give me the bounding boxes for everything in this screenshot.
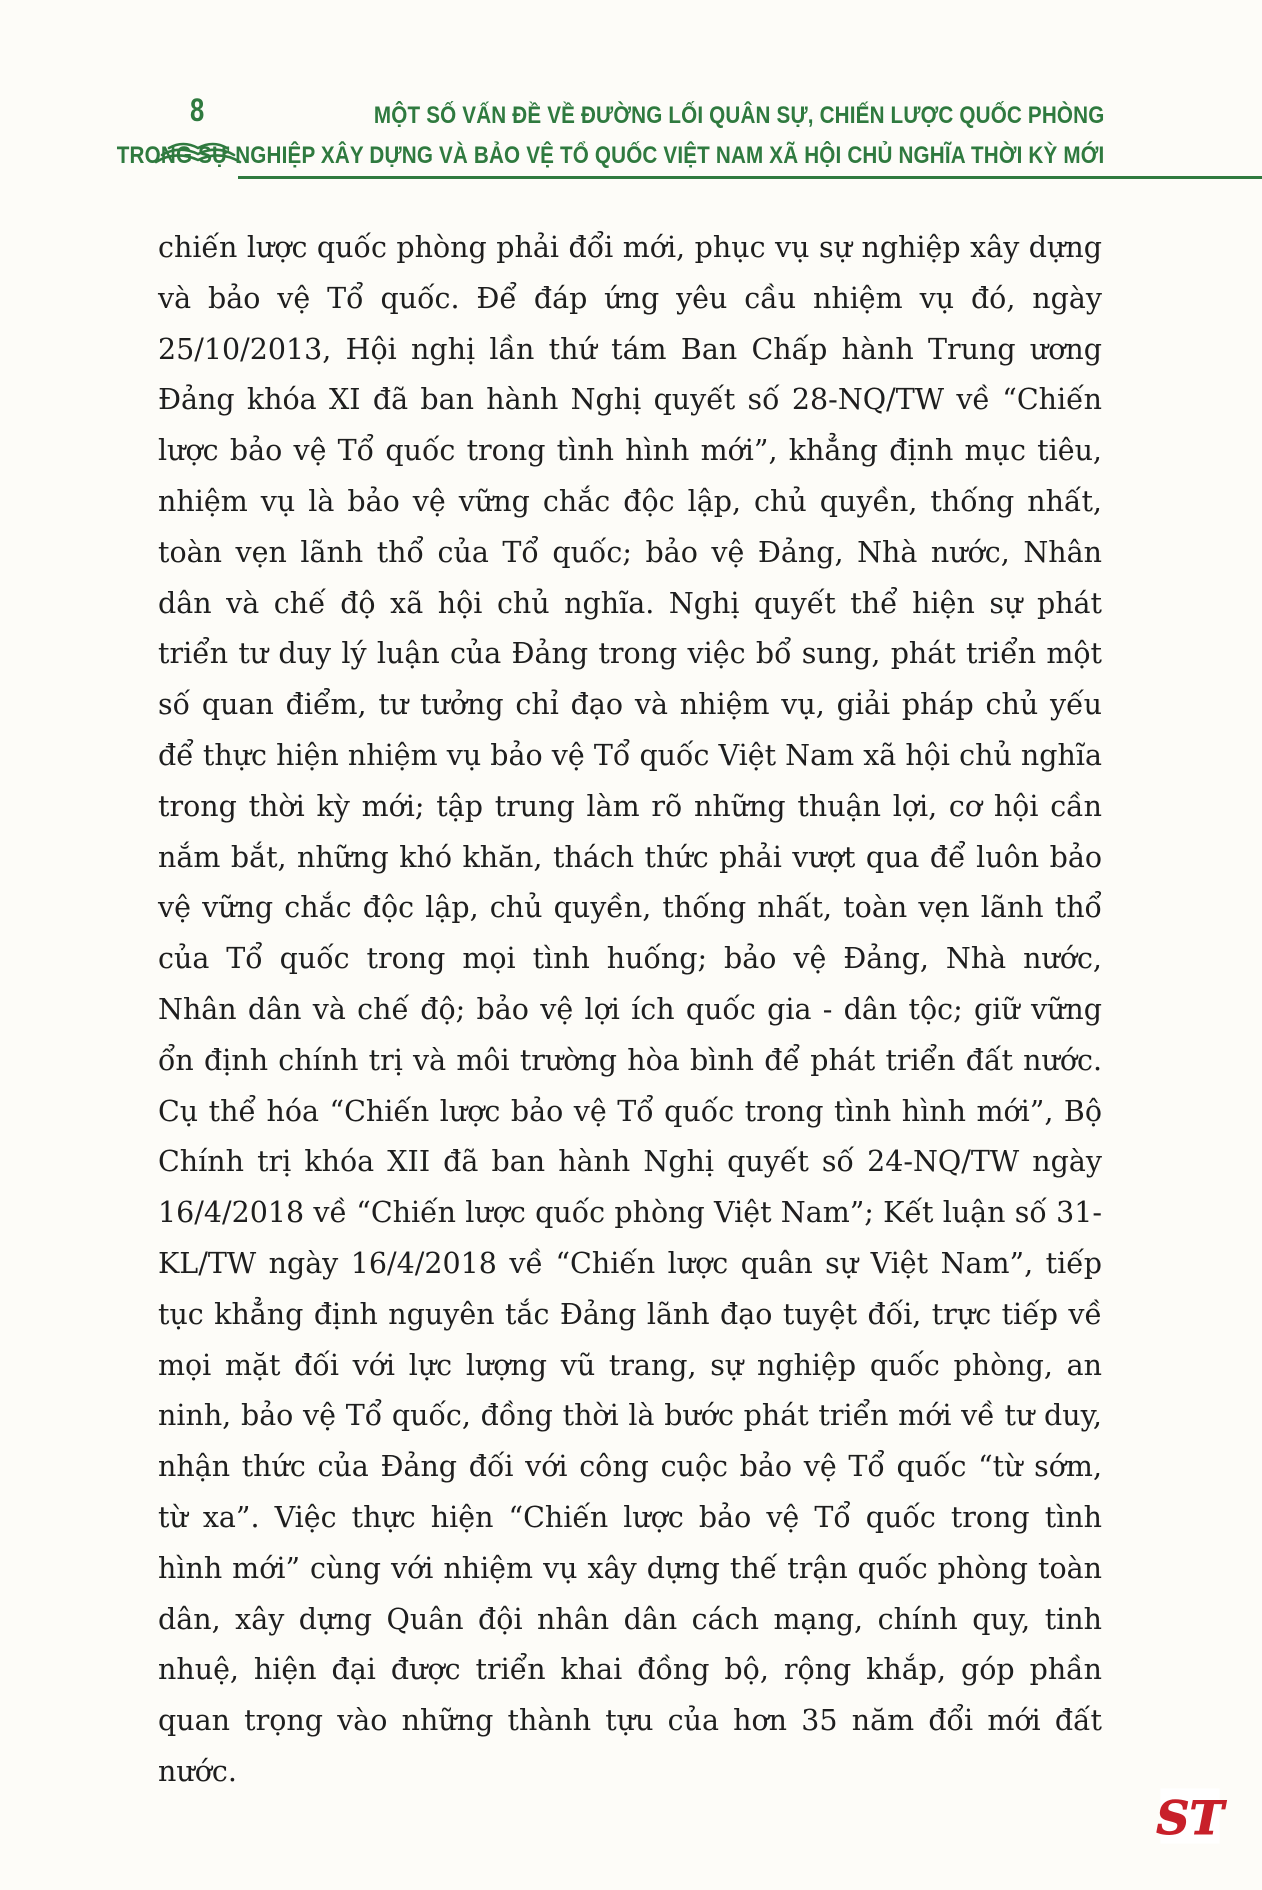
book-title-line-1: MỘT SỐ VẤN ĐỀ VỀ ĐƯỜNG LỐI QUÂN SỰ, CHIẾN LƯỢC QUỐC PHÒNG bbox=[373, 102, 1104, 129]
svg-text:ST: ST bbox=[1156, 1791, 1224, 1845]
book-title-line-2: TRONG SỰ NGHIỆP XÂY DỰNG VÀ BẢO VỆ TỔ QUỐC VIỆT NAM XÃ HỘI CHỦ NGHĨA THỜI KỲ MỚI bbox=[116, 142, 1104, 169]
publisher-logo bbox=[1156, 1788, 1224, 1845]
body-paragraph: chiến lược quốc phòng phải đổi mới, phục vụ sự nghiệp xây dựng và bảo vệ Tổ quốc. Để đáp ứng yêu cầu nhiệm vụ đó, ngày 25/10/2013, Hội nghị lần thứ tám Ban Chấp hành Trung ương Đảng khóa XI đã ban hành Nghị quyết số 28-NQ/TW về “Chiến lược bảo vệ Tổ quốc trong tình hình mới”, khẳng định mục tiêu, nhiệm vụ là bảo vệ vững chắc độc lập, chủ quyền, thống nhất, toàn vẹn lãnh thổ của Tổ quốc; bảo vệ Đảng, Nhà nước, Nhân dân và chế độ xã hội chủ nghĩa. Nghị quyết thể hiện sự phát triển tư duy lý luận của Đảng trong việc bổ sung, phát triển một số quan điểm, tư tưởng chỉ đạo và nhiệm vụ, giải pháp chủ yếu để thực hiện nhiệm vụ bảo vệ Tổ quốc Việt Nam xã hội chủ nghĩa trong thời kỳ mới; tập trung làm rõ những thuận lợi, cơ hội cần nắm bắt, những khó khăn, thách thức phải vượt qua để luôn bảo vệ vững chắc độc lập, chủ quyền, thống nhất, toàn vẹn lãnh thổ của Tổ quốc trong mọi tình huống; bảo vệ Đảng, Nhà nước, Nhân dân và chế độ; bảo vệ lợi ích quốc gia - dân tộc; giữ vững ổn định chính trị và môi trường hòa bình để phát triển đất nước. Cụ thể hóa “Chiến lược bảo vệ Tổ quốc trong tình hình mới”, Bộ Chính trị khóa XII đã ban hành Nghị quyết số 24-NQ/TW ngày 16/4/2018 về “Chiến lược quốc phòng Việt Nam”; Kết luận số 31-KL/TW ngày 16/4/2018 về “Chiến lược quân sự Việt Nam”, tiếp tục khẳng định nguyên tắc Đảng lãnh đạo tuyệt đối, trực tiếp về mọi mặt đối với lực lượng vũ trang, sự nghiệp quốc phòng, an ninh, bảo vệ Tổ quốc, đồng thời là bước phát triển mới về tư duy, nhận thức của Đảng đối với công cuộc bảo vệ Tổ quốc “từ sớm, từ xa”. Việc thực hiện “Chiến lược bảo vệ Tổ quốc trong tình hình mới” cùng với nhiệm vụ xây dựng thế trận quốc phòng toàn dân, xây dựng Quân đội nhân dân cách mạng, chính quy, tinh nhuệ, hiện đại được triển khai đồng bộ, rộng khắp, góp phần quan trọng vào những thành tựu của hơn 35 năm đổi mới đất nước. bbox=[158, 231, 1102, 1788]
page-header bbox=[0, 0, 1260, 190]
body-text bbox=[158, 223, 1102, 1798]
page-number: 8 bbox=[190, 92, 205, 128]
header-divider bbox=[238, 176, 1262, 179]
